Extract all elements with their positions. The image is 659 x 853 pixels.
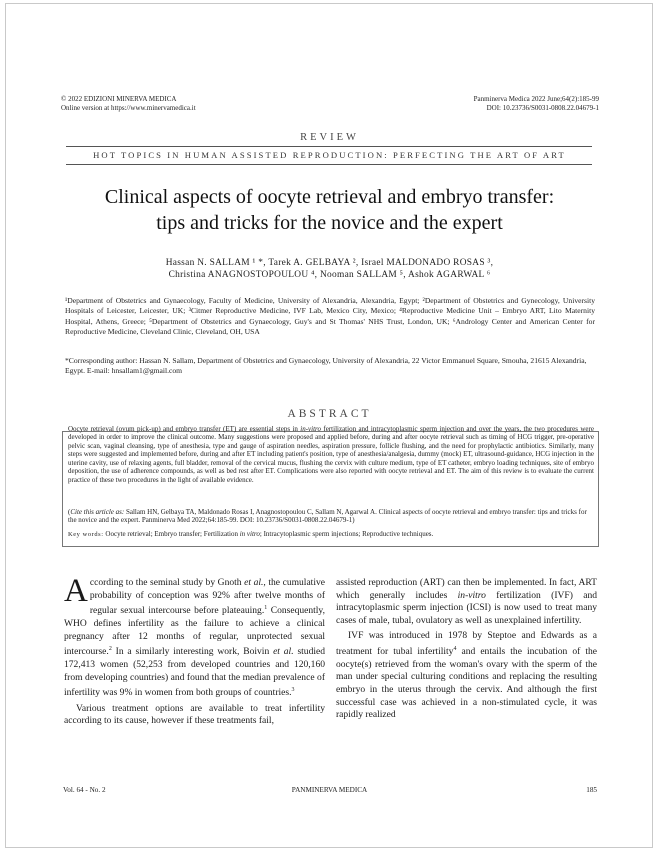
paragraph: Various treatment options are available to treat infertility according to its cause, however if these treatments fail,: [64, 702, 325, 727]
divider-top: [66, 146, 592, 147]
keywords-label: Key words:: [68, 531, 104, 538]
journal-citation: Panminerva Medica 2022 June;64(2):185-99: [473, 95, 599, 103]
divider-bottom: [66, 164, 592, 165]
page-number: 185: [586, 786, 597, 794]
authors-line-1: Hassan N. SALLAM ¹ *, Tarek A. GELBAYA ², Israel MALDONADO ROSAS ³,: [165, 258, 494, 268]
header-left: [61, 95, 196, 113]
reference-1[interactable]: 1: [264, 605, 268, 612]
drop-cap: A: [64, 573, 88, 609]
author-list: [60, 257, 599, 281]
abstract-heading: ABSTRACT: [287, 408, 372, 420]
footer-journal: PANMINERVA MEDICA: [291, 786, 368, 794]
reference-4[interactable]: 4: [453, 645, 457, 652]
doi: DOI: 10.23736/S0031-0808.22.04679-1: [486, 104, 599, 112]
affiliations: ¹Department of Obstetrics and Gynaecology, Faculty of Medicine, University of Alexandria, Alexandria, Egypt; ²Department of Obstetrics and Gynecology, University Hospitals of Leicester, Leicester, UK; ³Citmer Reproductive Medicine, IVF Lab, Mexico City, Mexico; ⁴Reproductive Medicine Unit – Embryo ART, Lito Maternity Hospital, Athens, Greece; ⁵Department of Obstetrics and Gynaecology, Guy's and St Thomas' NHS Trust, London, UK; ⁶Andrology Center and American Center for Reproductive Medicine, Cleveland Clinic, Cleveland, OH, USA: [65, 296, 595, 336]
footer-volume: Vol. 64 - No. 2: [63, 786, 106, 794]
reference-2[interactable]: 2: [108, 646, 112, 653]
title-line-2: tips and tricks for the novice and the expert: [156, 212, 503, 234]
paragraph: According to the seminal study by Gnoth et al., the cumulative probability of conception was 92% after twelve months of regular sexual intercourse before plateauing.$^1$ Consequently, WHO defines infertility as the failure to achieve a clinical pregnancy after 12 months of regular, unprotected sexual intercourse.$^2$ In a similarly interesting work, Boivin et al. studied 172,413 women (52,253 from developed countries and 120,160 from developing countries) and found that the median prevalence of infertility was 9% in women from both groups of countries.$^3$: [64, 573, 326, 699]
abstract-text: Oocyte retrieval (ovum pick-up) and embryo transfer (ET) are essential steps in in-vitro fertilization and intracytoplasmic sperm injection and over the years, the two procedures were developed in order to improve the clinical outcome. Many suggestions were proposed and applied before, during and after oocyte retrieval such as timing of HCG trigger, pre-operative pelvic scan, vaginal cleansing, type of anesthesia, type and gauge of aspiration needles, aspiration pressure, follicle flushing, and the need for prophylactic antibiotics. Similarly, many steps were suggested and implemented before, during and after ET including patient's position, type of anesthesia/analgesia, dummy (mock) ET, ultrasound-guidance, HCG injection in the uterine cavity, use of relaxing agents, full bladder, removal of the cervical mucus, flushing the cervix with culture medium, type of ET catheter, embryo loading techniques, site of embryo deposition, the use of adherence compounds, as well as bed rest after ET. Complications were also reported with oocyte retrieval and ET. The aim of this review is to evaluate the current practice of these two procedures in the light of available evidence.: [68, 425, 594, 484]
body-column-right: [336, 577, 597, 722]
authors-line-2: Christina ANAGNOSTOPOULOU ⁴, Nooman SALLAM ⁵, Ashok AGARWAL ⁶: [168, 270, 491, 280]
citation-label: Cite this article as:: [70, 508, 125, 516]
paragraph: assisted reproduction (ART) can then be implemented. In fact, ART which generally includes in-vitro fertilization (IVF) and intracytoplasmic sperm injection (ICSI) is now used to treat many cases of male, tubal, ovulatory as well as unexplained infertility.: [336, 577, 597, 626]
copyright: © 2022 EDIZIONI MINERVA MEDICA: [61, 95, 177, 103]
body-column-left: [64, 573, 326, 728]
section-type: REVIEW: [300, 132, 359, 143]
reference-3[interactable]: 3: [291, 687, 295, 694]
citation: (Cite this article as: Sallam HN, Gelbaya TA, Maldonado Rosas I, Anagnostopoulou C, Sallam N, Agarwal A. Clinical aspects of oocyte retrieval and embryo transfer: tips and tricks for the novice and the expert. Panminerva Med 2022;64:185-99. DOI: 10.23736/S0031-0808.22.04679-1): [68, 508, 587, 525]
paragraph: IVF was introduced in 1978 by Steptoe and Edwards as a treatment for tubal infertility$^4$ and entails the incubation of the oocyte(s) retrieved from the woman's ovary with the sperm of the man under special culturing conditions and replacing the resulting embryo in the uterus through the cervix. And although the first successful case was achieved in a non-stimulated cycle, it was rapidly realized: [336, 630, 597, 721]
header-right: [474, 95, 599, 113]
online-version: Online version at https://www.minervamedica.it: [61, 104, 196, 112]
title-line-1: Clinical aspects of oocyte retrieval and embryo transfer:: [104, 186, 555, 208]
corresponding-author: *Corresponding author: Hassan N. Sallam, Department of Obstetrics and Gynaecology, University of Alexandria, 22 Victor Emmanuel Square, Smouha, 21615 Alexandria, Egypt. E-mail: hnsallam1@gmail.com: [65, 356, 587, 376]
keywords: Key words: Oocyte retrieval; Embryo transfer; Fertilization in vitro; Intracytoplasmic sperm injections; Reproductive techniques.: [68, 530, 434, 538]
article-title: [60, 184, 599, 236]
series-title: HOT TOPICS IN HUMAN ASSISTED REPRODUCTION: PERFECTING THE ART OF ART: [93, 150, 566, 160]
